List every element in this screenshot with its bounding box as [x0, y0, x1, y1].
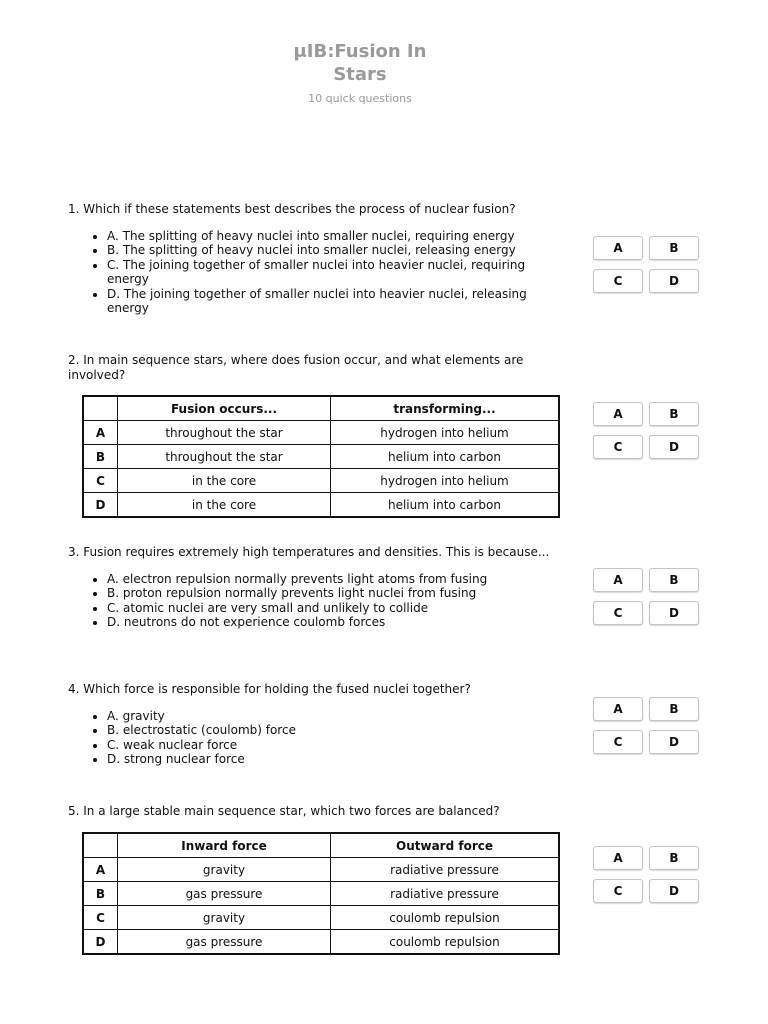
table-row — [83, 858, 559, 882]
option-a: • A. electron repulsion normally prevents light atoms from fusing — [107, 572, 560, 587]
option-d: • D. strong nuclear force — [107, 752, 560, 767]
table-cell: hydrogen into helium — [331, 421, 560, 445]
option-list — [68, 572, 560, 630]
answer-a-button[interactable]: A — [593, 402, 643, 426]
question-2 — [68, 353, 560, 382]
page-subtitle: 10 quick questions — [308, 92, 412, 105]
title-line-2: Stars — [333, 64, 387, 85]
table-cell: coulomb repulsion — [331, 906, 560, 930]
row-key: C — [83, 906, 118, 930]
answer-buttons-q4 — [593, 697, 699, 755]
question-1 — [68, 202, 560, 316]
question-text: 2. In main sequence stars, where does fusion occur, and what elements are involved? — [68, 353, 524, 382]
table-row — [83, 882, 559, 906]
row-key: D — [83, 930, 118, 955]
answer-c-button[interactable]: C — [593, 730, 643, 754]
answer-table-q5 — [82, 832, 560, 955]
question-text: 5. In a large stable main sequence star, which two forces are balanced? — [68, 804, 500, 818]
table-row — [83, 930, 559, 955]
table-header-row — [83, 396, 559, 421]
table-cell: throughout the star — [118, 445, 331, 469]
option-b: • B. The splitting of heavy nuclei into smaller nuclei, releasing energy — [107, 243, 560, 258]
option-c: • C. The joining together of smaller nuclei into heavier nuclei, requiring energy — [107, 258, 560, 287]
row-key: B — [83, 445, 118, 469]
table-row — [83, 421, 559, 445]
answer-b-button[interactable]: B — [649, 697, 699, 721]
table-header-key — [83, 396, 118, 421]
table-row — [83, 493, 559, 518]
row-key: A — [83, 858, 118, 882]
table-cell: in the core — [118, 469, 331, 493]
table-header-col2: transforming... — [331, 396, 560, 421]
answer-d-button[interactable]: D — [649, 601, 699, 625]
page-title — [0, 40, 720, 86]
answer-a-button[interactable]: A — [593, 236, 643, 260]
table-header-col2: Outward force — [331, 833, 560, 858]
answer-table-q2 — [82, 395, 560, 518]
table-cell: helium into carbon — [331, 493, 560, 518]
row-key: B — [83, 882, 118, 906]
table-cell: radiative pressure — [331, 858, 560, 882]
answer-d-button[interactable]: D — [649, 730, 699, 754]
option-a: • A. The splitting of heavy nuclei into smaller nuclei, requiring energy — [107, 229, 560, 244]
answer-c-button[interactable]: C — [593, 601, 643, 625]
question-text: 3. Fusion requires extremely high temperatures and densities. This is because... — [68, 545, 550, 559]
answer-c-button[interactable]: C — [593, 269, 643, 293]
option-b: • B. electrostatic (coulomb) force — [107, 723, 560, 738]
option-b: • B. proton repulsion normally prevents light nuclei from fusing — [107, 586, 560, 601]
table-cell: gravity — [118, 906, 331, 930]
table-cell: hydrogen into helium — [331, 469, 560, 493]
table-row — [83, 469, 559, 493]
answer-d-button[interactable]: D — [649, 269, 699, 293]
table-cell: helium into carbon — [331, 445, 560, 469]
option-c: • C. weak nuclear force — [107, 738, 560, 753]
answer-c-button[interactable]: C — [593, 435, 643, 459]
answer-d-button[interactable]: D — [649, 435, 699, 459]
answer-d-button[interactable]: D — [649, 879, 699, 903]
row-key: D — [83, 493, 118, 518]
question-3 — [68, 545, 560, 630]
question-4 — [68, 682, 560, 767]
option-d: • D. neutrons do not experience coulomb forces — [107, 615, 560, 630]
option-list — [68, 709, 560, 767]
answer-b-button[interactable]: B — [649, 236, 699, 260]
table-row — [83, 906, 559, 930]
answer-b-button[interactable]: B — [649, 402, 699, 426]
title-line-1: μIB:Fusion In — [293, 41, 427, 62]
table-cell: radiative pressure — [331, 882, 560, 906]
option-list — [68, 229, 560, 316]
table-header-row — [83, 833, 559, 858]
answer-b-button[interactable]: B — [649, 568, 699, 592]
row-key: C — [83, 469, 118, 493]
answer-buttons-q5 — [593, 846, 699, 904]
question-5 — [68, 804, 560, 819]
option-d: • D. The joining together of smaller nuclei into heavier nuclei, releasing energy — [107, 287, 560, 316]
option-a: • A. gravity — [107, 709, 560, 724]
table-cell: coulomb repulsion — [331, 930, 560, 955]
row-key: A — [83, 421, 118, 445]
table-cell: in the core — [118, 493, 331, 518]
answer-b-button[interactable]: B — [649, 846, 699, 870]
answer-buttons-q1 — [593, 236, 699, 294]
table-row — [83, 445, 559, 469]
table-cell: gravity — [118, 858, 331, 882]
answer-buttons-q3 — [593, 568, 699, 626]
table-cell: gas pressure — [118, 930, 331, 955]
option-c: • C. atomic nuclei are very small and unlikely to collide — [107, 601, 560, 616]
table-header-col1: Inward force — [118, 833, 331, 858]
question-text: 1. Which if these statements best describes the process of nuclear fusion? — [68, 202, 516, 216]
answer-a-button[interactable]: A — [593, 568, 643, 592]
answer-c-button[interactable]: C — [593, 879, 643, 903]
answer-a-button[interactable]: A — [593, 846, 643, 870]
answer-buttons-q2 — [593, 402, 699, 460]
table-cell: throughout the star — [118, 421, 331, 445]
table-cell: gas pressure — [118, 882, 331, 906]
table-header-col1: Fusion occurs... — [118, 396, 331, 421]
table-header-key — [83, 833, 118, 858]
answer-a-button[interactable]: A — [593, 697, 643, 721]
question-text: 4. Which force is responsible for holding the fused nuclei together? — [68, 682, 471, 696]
